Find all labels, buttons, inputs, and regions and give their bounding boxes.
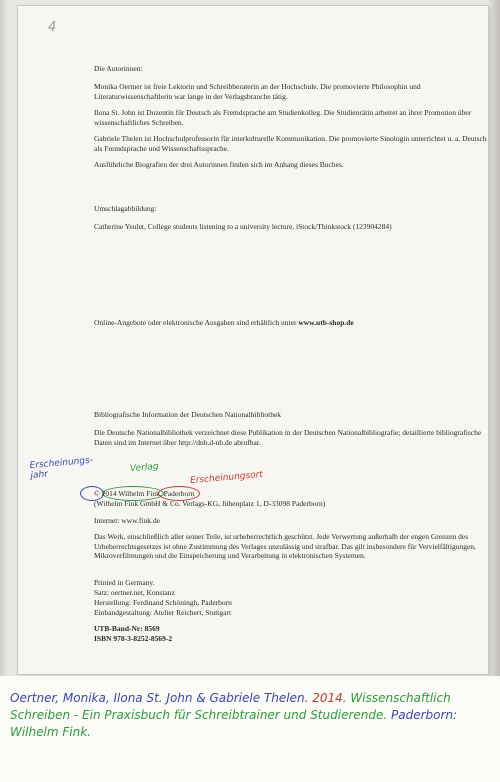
citation-year: 2014.: [312, 691, 347, 705]
bio-oertner: Monika Oertner ist freie Lektorin und Schreibberaterin an der Hochschule. Die promovierte Philosophin und Literaturwissenschaftlerin war lange in der Verlagsbranche tätig.: [94, 82, 421, 101]
annotation-year-label: Erscheinungs-jahr: [29, 455, 94, 482]
online-offer-url: www.utb-shop.de: [298, 318, 354, 327]
annotation-publisher-label: Verlag: [129, 461, 159, 475]
herstellung: Herstellung: Ferdinand Schöningh, Paderborn: [94, 598, 232, 607]
authors-heading: Die Autorinnen:: [94, 64, 143, 73]
satz: Satz: oertner.net, Konstanz: [94, 588, 175, 597]
printed-in: Printed in Germany.: [94, 578, 155, 587]
annotation-place-label: Erscheinungsort: [189, 469, 264, 487]
citation-place: Paderborn:: [391, 708, 458, 722]
pencil-page-mark: 4: [48, 20, 57, 35]
copyright-notice: Das Werk, einschließlich aller seiner Teile, ist urheberrechtlich geschützt. Jede Verwertung außerhalb der engen Grenzen des Urheberrechtsgesetzes ist ohne Zustimmung des Verlages unzulässig und strafbar. Das gilt insbesondere für Vervielfältigungen, Mikroverfilmungen und die Einspeicherung und Verarbeitung in elektronischen Systemen.: [94, 532, 476, 561]
citation-publisher: Wilhelm Fink.: [10, 725, 91, 739]
bio-stjohn: Ilona St. John ist Dozentin für Deutsch als Fremdsprache am Studienkolleg. Die Studienrätin arbeitet an ihrer Promotion über wissenschaftliches Schreiben.: [94, 108, 472, 127]
handwritten-citation: [10, 690, 495, 741]
cover-credit: Catherine Yeulet, College students listening to a university lecture, iStock/Thinkstock (123904284): [94, 222, 392, 231]
online-offer: [94, 318, 492, 328]
bio-appendix: Ausführliche Biografien der drei Autorinnen finden sich im Anhang dieses Buches.: [94, 160, 344, 169]
publisher-address: (Wilhelm Fink GmbH & Co. Verlags-KG, Jühenplatz 1, D-33098 Paderborn): [94, 499, 326, 508]
citation-title: Wissenschaftlich Schreiben - Ein Praxisbuch für Schreibtrainer und Studierende.: [10, 691, 451, 722]
bio-thelen: Gabriele Thelen ist Hochschulprofessorin für interkulturelle Kommunikation. Die promovierte Sinologin unterrichtet u. a. Deutsch als Fremdsprache und Wissenschaftssprache.: [94, 134, 487, 153]
copyright-line: © 2014 Wilhelm Fink, Paderborn: [94, 489, 195, 498]
cover-heading: Umschlagabbildung:: [94, 204, 157, 213]
isbn: ISBN 978-3-8252-8569-2: [94, 634, 173, 643]
biblio-text: Die Deutsche Nationalbibliothek verzeichnet diese Publikation in der Deutschen Nationalbibliografie; detaillierte bibliografische Daten sind im Internet über http://dnb.d-nb.de abrufbar.: [94, 428, 482, 447]
biblio-heading: Bibliografische Information der Deutschen Nationalbibliothek: [94, 410, 282, 419]
utb-number: UTB-Band-Nr: 8569: [94, 624, 160, 633]
online-offer-text: Online-Angebote oder elektronische Ausgaben sind erhältlich unter: [94, 318, 297, 327]
internet-address: Internet: www.fink.de: [94, 516, 160, 525]
book-page: [18, 6, 488, 674]
einband: Einbandgestaltung: Atelier Reichert, Stuttgart: [94, 608, 232, 617]
citation-authors: Oertner, Monika, Ilona St. John & Gabriele Thelen.: [10, 691, 309, 705]
